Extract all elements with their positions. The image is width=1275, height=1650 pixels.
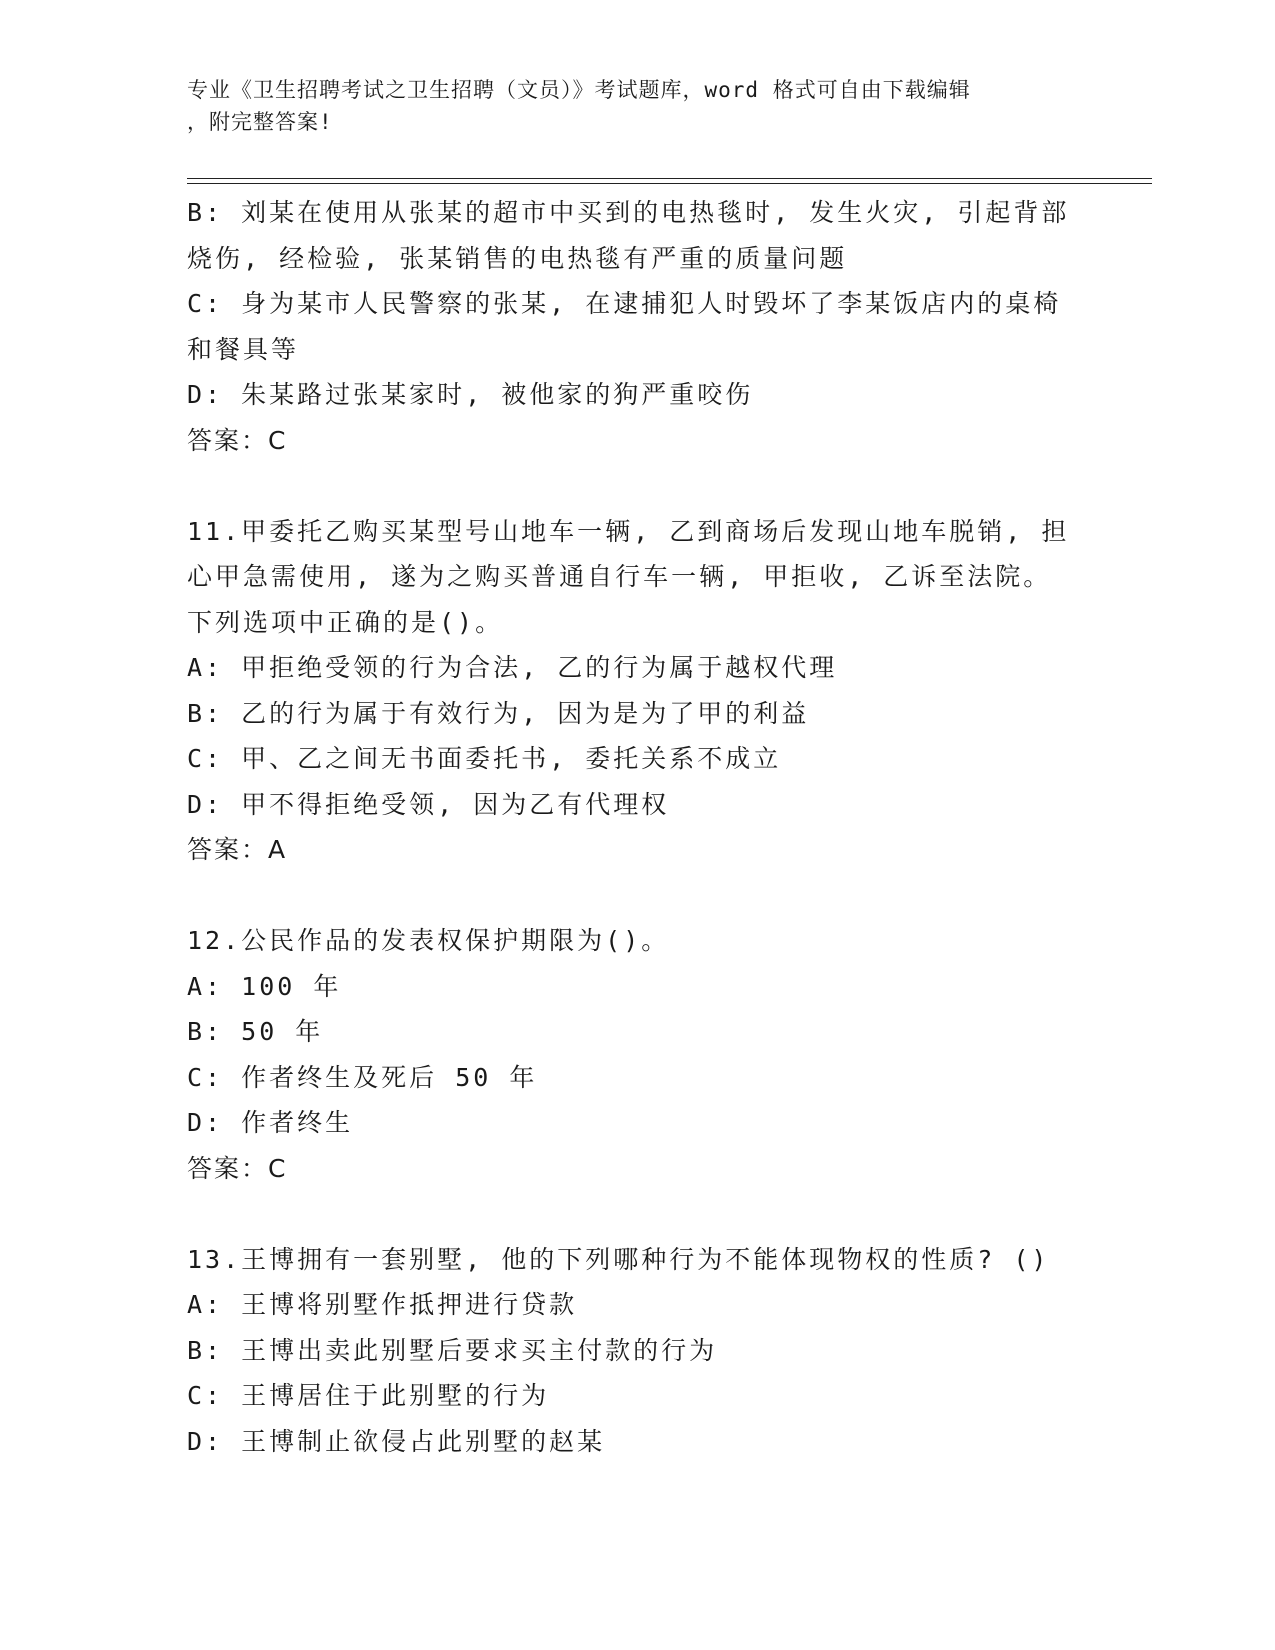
option-c-continued: 和餐具等 bbox=[187, 334, 300, 364]
option-b: B: 50 年 bbox=[187, 1017, 324, 1046]
option-d: D: 朱某路过张某家时, 被他家的狗严重咬伤 bbox=[187, 380, 754, 409]
header-divider-top bbox=[187, 178, 1152, 179]
document-header bbox=[187, 74, 1067, 138]
answer: 答案：C bbox=[187, 425, 288, 455]
option-c: C: 王博居住于此别墅的行为 bbox=[187, 1381, 550, 1410]
option-c: C: 身为某市人民警察的张某, 在逮捕犯人时毁坏了李某饭店内的桌椅 bbox=[187, 289, 1062, 318]
header-line-2: ，附完整答案! bbox=[187, 110, 333, 134]
option-a: A: 王博将别墅作抵押进行贷款 bbox=[187, 1290, 578, 1319]
spacer bbox=[187, 1191, 1087, 1237]
option-d: D: 作者终生 bbox=[187, 1108, 354, 1137]
option-a: A: 甲拒绝受领的行为合法, 乙的行为属于越权代理 bbox=[187, 653, 838, 682]
question-13 bbox=[187, 1237, 1087, 1465]
question-11 bbox=[187, 509, 1087, 873]
question-12 bbox=[187, 918, 1087, 1191]
option-c: C: 作者终生及死后 50 年 bbox=[187, 1062, 538, 1092]
answer: 答案：A bbox=[187, 835, 288, 864]
question-stem: 13.王博拥有一套别墅, 他的下列哪种行为不能体现物权的性质? () bbox=[187, 1244, 1050, 1274]
option-b: B: 王博出卖此别墅后要求买主付款的行为 bbox=[187, 1335, 718, 1365]
header-divider-bottom bbox=[187, 183, 1152, 184]
option-a: A: 100 年 bbox=[187, 971, 342, 1001]
spacer bbox=[187, 463, 1087, 509]
option-b: B: 乙的行为属于有效行为, 因为是为了甲的利益 bbox=[187, 698, 810, 728]
header-line-1: 专业《卫生招聘考试之卫生招聘（文员）》考试题库，word 格式可自由下载编辑 bbox=[187, 78, 971, 102]
option-b-continued: 烧伤, 经检验, 张某销售的电热毯有严重的质量问题 bbox=[187, 243, 848, 273]
option-b: B: 刘某在使用从张某的超市中买到的电热毯时, 发生火灾, 引起背部 bbox=[187, 198, 1070, 227]
option-c: C: 甲、乙之间无书面委托书, 委托关系不成立 bbox=[187, 744, 782, 773]
option-d: D: 甲不得拒绝受领, 因为乙有代理权 bbox=[187, 789, 670, 819]
spacer bbox=[187, 873, 1087, 919]
question-stem-continued: 心甲急需使用, 遂为之购买普通自行车一辆, 甲拒收, 乙诉至法院。 bbox=[187, 562, 1052, 591]
question-stem-continued: 下列选项中正确的是()。 bbox=[187, 607, 504, 637]
question-stem: 12.公民作品的发表权保护期限为()。 bbox=[187, 926, 670, 955]
option-d: D: 王博制止欲侵占此别墅的赵某 bbox=[187, 1426, 606, 1456]
question-list bbox=[187, 190, 1087, 1464]
question-stem: 11.甲委托乙购买某型号山地车一辆, 乙到商场后发现山地车脱销, 担 bbox=[187, 516, 1070, 546]
question-10 bbox=[187, 190, 1087, 463]
answer: 答案：C bbox=[187, 1153, 288, 1183]
